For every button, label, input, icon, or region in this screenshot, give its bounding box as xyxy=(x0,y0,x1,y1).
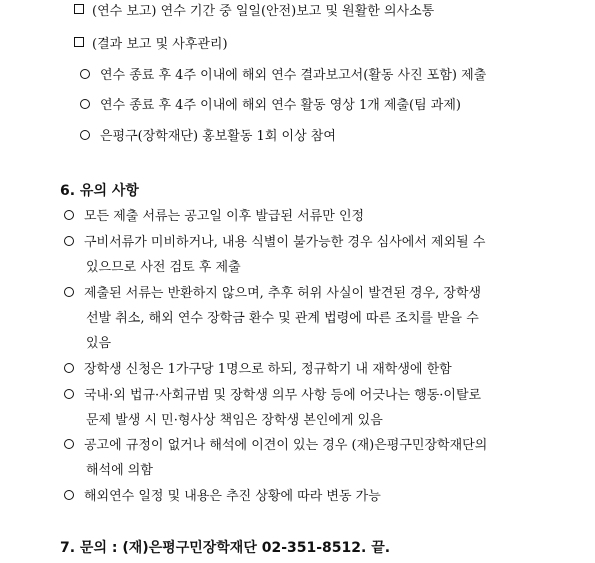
list-item-continuation: 선발 취소, 해외 연수 장학금 환수 및 관계 법령에 따른 조치를 받을 수 xyxy=(86,311,479,326)
list-item: 공고에 규정이 없거나 해석에 이견이 있는 경우 (재)은평구민장학재단의 xyxy=(64,438,487,454)
circle-bullet-icon xyxy=(64,210,74,220)
list-item: 해외연수 일정 및 내용은 추진 상황에 따라 변동 가능 xyxy=(64,489,381,505)
list-item: 은평구(장학재단) 홍보활동 1회 이상 참여 xyxy=(80,129,336,145)
circle-bullet-icon xyxy=(80,130,90,140)
list-item: 장학생 신청은 1가구당 1명으로 하되, 정규학기 내 재학생에 한함 xyxy=(64,362,452,378)
list-item: (연수 보고) 연수 기간 중 일일(안전)보고 및 원활한 의사소통 xyxy=(74,4,434,20)
contact-heading: 7. 문의 : (재)은평구민장학재단 02-351-8512. 끝. xyxy=(60,540,391,556)
list-item: 구비서류가 미비하거나, 내용 식별이 불가능한 경우 심사에서 제외될 수 xyxy=(64,235,485,251)
square-bullet-icon xyxy=(74,37,84,47)
list-item: 연수 종료 후 4주 이내에 해외 연수 결과보고서(활동 사진 포함) 제출 xyxy=(80,68,486,84)
list-item: 연수 종료 후 4주 이내에 해외 연수 활동 영상 1개 제출(팀 과제) xyxy=(80,98,461,114)
circle-bullet-icon xyxy=(64,490,74,500)
list-item: 제출된 서류는 반환하지 않으며, 추후 허위 사실이 발견된 경우, 장학생 xyxy=(64,286,481,302)
section-heading: 6. 유의 사항 xyxy=(60,183,139,199)
circle-bullet-icon xyxy=(80,99,90,109)
circle-bullet-icon xyxy=(64,439,74,449)
circle-bullet-icon xyxy=(64,236,74,246)
list-item-continuation: 해석에 의함 xyxy=(86,463,153,478)
list-item-continuation: 있음 xyxy=(86,336,112,351)
circle-bullet-icon xyxy=(64,389,74,399)
list-item-continuation: 문제 발생 시 민·형사상 책임은 장학생 본인에게 있음 xyxy=(86,413,383,428)
list-item: 모든 제출 서류는 공고일 이후 발급된 서류만 인정 xyxy=(64,209,364,225)
list-item-continuation: 있으므로 사전 검토 후 제출 xyxy=(86,260,241,275)
list-item: (결과 보고 및 사후관리) xyxy=(74,37,228,53)
list-item: 국내·외 법규·사회규범 및 장학생 의무 사항 등에 어긋나는 행동·이탈로 xyxy=(64,388,481,404)
square-bullet-icon xyxy=(74,4,84,14)
circle-bullet-icon xyxy=(80,69,90,79)
circle-bullet-icon xyxy=(64,363,74,373)
circle-bullet-icon xyxy=(64,287,74,297)
